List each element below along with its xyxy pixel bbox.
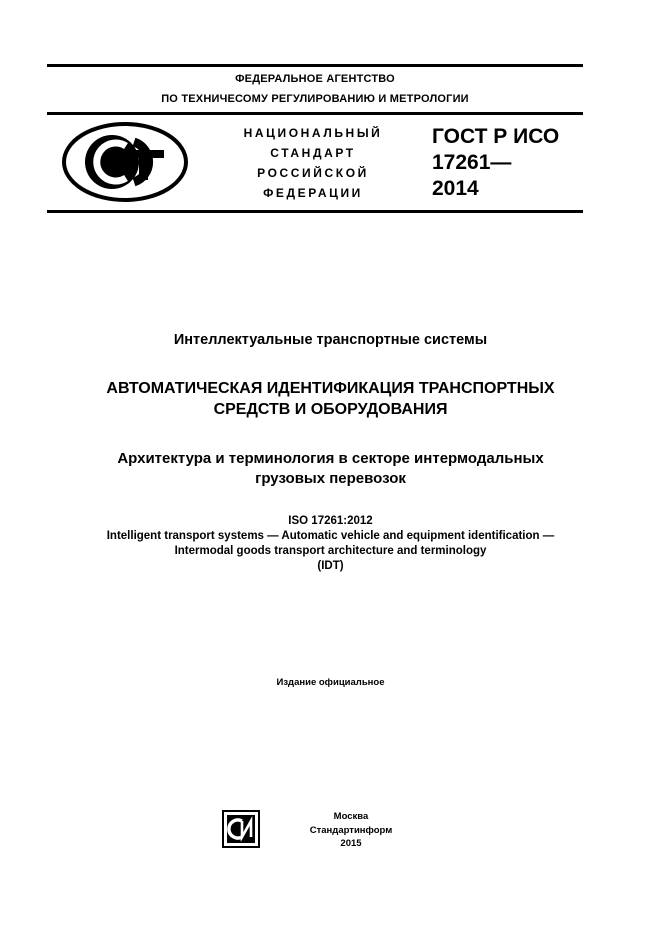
- standard-type-line: РОССИЙСКОЙ: [257, 166, 369, 180]
- subtitle: [0, 449, 661, 489]
- standard-number-line: 2014: [432, 177, 479, 200]
- edition-note: Издание официальное: [276, 677, 385, 688]
- publisher-info: [296, 810, 406, 851]
- agency-line-2: ПО ТЕХНИЧЕСОМУ РЕГУЛИРОВАНИЮ И МЕТРОЛОГИИ: [161, 93, 469, 105]
- iso-title-line: Intelligent transport systems — Automatic vehicle and equipment identification —: [106, 530, 555, 542]
- general-title: Интеллектуальные транспортные системы: [173, 332, 488, 348]
- standard-type-line: НАЦИОНАЛЬНЫЙ: [243, 126, 383, 140]
- subtitle-line: грузовых перевозок: [255, 470, 406, 487]
- main-title-line: АВТОМАТИЧЕСКАЯ ИДЕНТИФИКАЦИЯ ТРАНСПОРТНЫХ: [106, 380, 555, 397]
- top-rule: [47, 64, 583, 67]
- iso-title-line: Intermodal goods transport architecture and terminology: [174, 545, 487, 557]
- standard-type-line: СТАНДАРТ: [270, 146, 356, 160]
- standard-number-line: 17261—: [432, 151, 512, 174]
- standard-number-line: ГОСТ Р ИСО: [432, 125, 560, 148]
- iso-reference: [0, 514, 661, 574]
- publisher-city: Москва: [333, 811, 369, 822]
- subtitle-line: Архитектура и терминология в секторе интермодальных: [117, 450, 544, 467]
- publication-year: 2015: [340, 838, 362, 849]
- bottom-rule: [47, 210, 583, 213]
- middle-rule: [47, 112, 583, 115]
- agency-line-1: ФЕДЕРАЛЬНОЕ АГЕНТСТВО: [235, 73, 395, 85]
- standard-number: [432, 124, 559, 202]
- rst-logo-icon: [62, 122, 188, 202]
- standard-type-line: ФЕДЕРАЦИИ: [263, 186, 363, 200]
- publisher-logo-icon: [222, 810, 260, 848]
- publisher-name: Стандартинформ: [309, 824, 393, 836]
- iso-equivalence: (IDT): [317, 560, 344, 572]
- main-title-line: СРЕДСТВ И ОБОРУДОВАНИЯ: [213, 401, 448, 418]
- standard-type: [228, 123, 398, 203]
- main-title: [0, 378, 661, 420]
- iso-number: ISO 17261:2012: [288, 515, 373, 527]
